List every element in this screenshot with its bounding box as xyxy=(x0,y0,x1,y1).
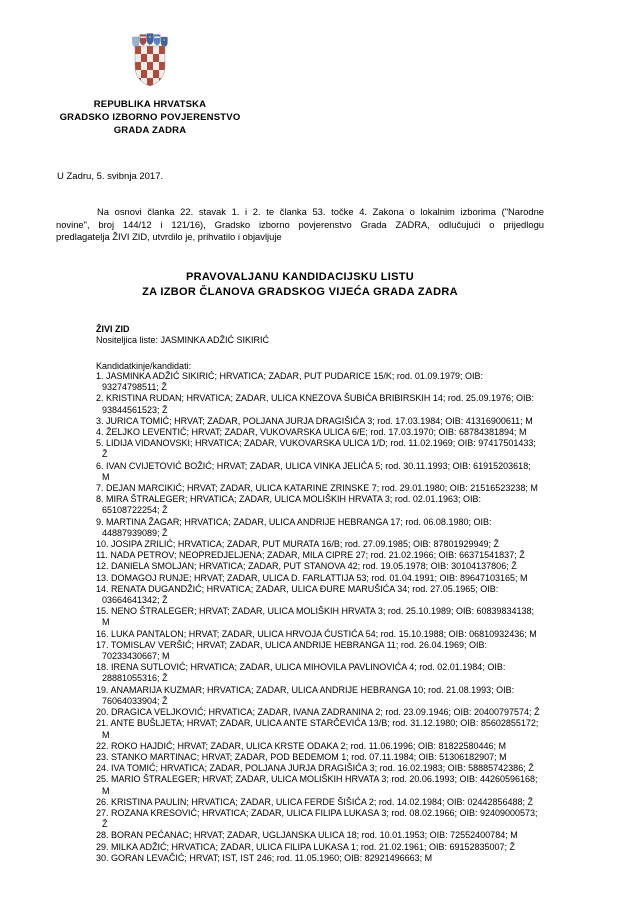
list-holder-line: Nositeljica liste: JASMINKA ADŽIĆ SIKIRIĆ xyxy=(96,335,270,345)
header-line-commission: GRADSKO IZBORNO POVJERENSTVO xyxy=(59,112,241,123)
candidate-line: 17. TOMISLAV VERŠIĆ; HRVAT; ZADAR, ULICA ANDRIJE HEBRANGA 11; rod. 26.04.1969; OIB: xyxy=(96,639,487,650)
candidate-row xyxy=(96,494,630,516)
candidate-line: 5. LIDIJA VIDANOVSKI; HRVATICA; ZADAR, VUKOVARSKA ULICA 1/D; rod. 11.02.1969; OIB: 97417501433; xyxy=(96,438,536,449)
candidate-line-continuation: 70233430667; M xyxy=(102,651,170,662)
candidate-line: 16. LUKA PANTALON; HRVAT; ZADAR, ULICA HRVOJA ĆUSTIĆA 54; rod. 15.10.1988; OIB: 06810932436; M xyxy=(96,628,537,639)
candidate-line: 13. DOMAGOJ RUNJE; HRVAT; ZADAR, ULICA D. FARLATTIJA 53; rod. 01.04.1991; OIB: 89647103165; M xyxy=(96,572,528,583)
candidate-line: 20. DRAGICA VELJKOVIĆ; HRVATICA; ZADAR, IVANA ZADRANINA 2; rod. 23.09.1946; OIB: 20400797574; Ž xyxy=(96,707,540,718)
candidate-row xyxy=(96,517,630,539)
candidate-line-continuation: 65108722254; Ž xyxy=(102,505,168,516)
candidate-line: 11. NADA PETROV; NEOPREDJELJENA; ZADAR, MILA CIPRE 27; rod. 21.02.1966; OIB: 66371541837; Ž xyxy=(96,550,525,561)
candidate-line: 24. IVA TOMIĆ; HRVATICA; ZADAR, POLJANA JURJA DRAGIŠIĆA 3; rod. 16.02.1983; OIB: 58885742386; Ž xyxy=(96,763,534,774)
header-line-republic: REPUBLIKA HRVATSKA xyxy=(93,99,207,110)
candidate-line-continuation: 28881055316; Ž xyxy=(102,673,168,684)
candidate-row xyxy=(96,416,630,427)
title-line-2: ZA IZBOR ČLANOVA GRADSKOG VIJEĆA GRADA ZADRA xyxy=(142,286,458,298)
candidate-line-continuation: M xyxy=(102,471,110,482)
candidate-line: 3. JURICA TOMIĆ; HRVAT; ZADAR, POLJANA JURJA DRAGIŠIĆA 3; rod. 17.03.1984; OIB: 41316900611; M xyxy=(96,415,533,426)
preamble-line: Na osnovi članka 22. stavak 1. i 2. te članka 53. točke 4. Zakona o lokalnim izborima ("Narodne xyxy=(97,206,544,217)
candidate-line: 22. ROKO HAJDIĆ; HRVAT; ZADAR, ULICA KRSTE ODAKA 2; rod. 11.06.1996; OIB: 81822580446; M xyxy=(96,740,507,751)
candidate-row xyxy=(96,662,630,684)
candidate-row xyxy=(96,606,630,628)
candidate-line: 7. DEJAN MARCIKIĆ; HRVAT; ZADAR, ULICA KATARINE ZRINSKE 7; rod. 29.01.1980; OIB: 21516523238; M xyxy=(96,483,538,494)
candidate-row xyxy=(96,797,630,808)
candidate-list xyxy=(96,371,630,864)
header-line-city: GRADA ZADRA xyxy=(113,125,187,136)
candidate-row xyxy=(96,461,630,483)
dateline: U Zadru, 5. svibnja 2017. xyxy=(57,171,164,182)
candidate-line: 27. ROZANA KRESOVIĆ; HRVATICA; ZADAR, ULICA FILIPA LUKASA 3; rod. 08.02.1966; OIB: 92409000573; xyxy=(96,807,538,818)
title-line-1: PRAVOVALJANU KANDIDACIJSKU LISTU xyxy=(186,271,414,283)
candidate-line: 18. IRENA SUTLOVIĆ; HRVATICA; ZADAR, ULICA MIHOVILA PAVLINOVIĆA 4; rod. 02.01.1984; OIB: xyxy=(96,662,506,673)
candidate-line: 10. JOSIPA ZRILIĆ; HRVATICA; ZADAR, PUT MURATA 16/B; rod. 27.09.1985; OIB: 87801929949; Ž xyxy=(96,539,500,550)
candidate-row xyxy=(96,483,630,494)
candidate-line: 15. NENO ŠTRALEGER; HRVAT; ZADAR, ULICA MOLIŠKIH HRVATA 3; rod. 25.10.1989; OIB: 60839834138; xyxy=(96,606,535,617)
candidate-line: 12. DANIELA SMOLJAN; HRVATICA; ZADAR, PUT STANOVA 42; rod. 19.05.1978; OIB: 30104137806; Ž xyxy=(96,561,517,572)
candidate-line: 23. STANKO MARTINAC; HRVAT; ZADAR, POD BEDEMOM 1; rod. 07.11.1984; OIB: 51306182907; M xyxy=(96,751,507,762)
candidate-row xyxy=(96,741,630,752)
candidates-label: Kandidatkinje/kandidati: xyxy=(96,361,192,371)
candidate-line: 9. MARTINA ŽAGAR; HRVATICA; ZADAR, ULICA ANDRIJE HEBRANGA 17; rod. 06.08.1980; OIB: xyxy=(96,516,492,527)
candidate-line: 4. ŽELJKO LEVENTIĆ; HRVAT; ZADAR, VUKOVARSKA ULICA 6/E; rod. 17.03.1970; OIB: 68784381894; M xyxy=(96,427,527,438)
document-title xyxy=(56,270,544,300)
candidate-line-continuation: M xyxy=(102,729,110,740)
preamble-line: novine", broj 144/12 i 121/16), Gradsko izborno povjerenstvo Grada ZADRA, odlučujući o prijedlogu xyxy=(56,218,544,230)
candidate-line: 6. IVAN CVIJETOVIĆ BOŽIĆ; HRVAT; ZADAR, ULICA VINKA JELIĆA 5; rod. 30.11.1993; OIB: 61915203618; xyxy=(96,460,531,471)
candidate-line: 29. MILKA ADŽIĆ; HRVATICA; ZADAR, ULICA FILIPA LUKASA 1; rod. 21.02.1961; OIB: 69152835007; Ž xyxy=(96,841,516,852)
candidate-line-continuation: 44887939089; Ž xyxy=(102,527,168,538)
candidate-line-continuation: 93844561523; Ž xyxy=(102,404,168,415)
candidate-row xyxy=(96,774,630,796)
candidate-row xyxy=(96,842,630,853)
candidate-line: 19. ANAMARIJA KUZMAR; HRVATICA; ZADAR, ULICA ANDRIJE HEBRANGA 10; rod. 21.08.1993; OIB: xyxy=(96,684,515,695)
candidate-line-continuation: 76064033904; Ž xyxy=(102,695,168,706)
candidate-row xyxy=(96,763,630,774)
candidate-row xyxy=(96,640,630,662)
candidate-row xyxy=(96,539,630,550)
candidate-row xyxy=(96,853,630,864)
candidate-row xyxy=(96,438,630,460)
candidate-line: 2. KRISTINA RUDAN; HRVATICA; ZADAR, ULICA KNEZOVA ŠUBIĆA BRIBIRSKIH 14; rod. 25.09.1976; OIB: xyxy=(96,393,534,404)
candidate-row xyxy=(96,584,630,606)
candidate-line: 1. JASMINKA ADŽIĆ SIKIRIĆ; HRVATICA; ZADAR, PUT PUDARICE 15/K; rod. 01.09.1979; OIB: xyxy=(96,371,483,381)
candidate-line: 26. KRISTINA PAULIN; HRVATICA; ZADAR, ULICA FERDE ŠIŠIĆA 2; rod. 14.02.1984; OIB: 02442856488; Ž xyxy=(96,796,534,807)
candidate-row xyxy=(96,573,630,584)
preamble-line: predlagatelja ŽIVI ZID, utvrdilo je, prihvatilo i objavljuje xyxy=(56,231,282,243)
preamble-paragraph xyxy=(56,206,544,244)
candidate-row xyxy=(96,561,630,572)
document-header xyxy=(45,32,255,137)
candidate-line: 30. GORAN LEVAČIĆ; HRVAT; IST, IST 246; rod. 11.05.1960; OIB: 82921496663; M xyxy=(96,852,433,863)
candidate-row xyxy=(96,550,630,561)
candidate-line: 21. ANTE BUŠLJETA; HRVAT; ZADAR, ULICA ANTE STARČEVIĆA 13/B; rod. 31.12.1980; OIB: 85602855172; xyxy=(96,718,539,729)
candidate-line-continuation: 03664641342; Ž xyxy=(102,595,168,606)
candidate-line: 8. MIRA ŠTRALEGER; HRVATICA; ZADAR, ULICA MOLIŠKIH HRVATA 3; rod. 02.01.1963; OIB: xyxy=(96,494,481,505)
candidate-row xyxy=(96,752,630,763)
candidate-row xyxy=(96,685,630,707)
candidate-line-continuation: M xyxy=(102,785,110,796)
candidate-line-continuation: M xyxy=(102,617,110,628)
candidate-line: 14. RENATA DUGANDŽIĆ; HRVATICA; ZADAR, ULICA ĐURE MARUŠIĆA 34; rod. 27.05.1965; OIB: xyxy=(96,583,499,594)
candidate-line: 25. MARIO ŠTRALEGER; HRVAT; ZADAR, ULICA MOLIŠKIH HRVATA 3; rod. 20.06.1993; OIB: 44260596168; xyxy=(96,774,538,785)
candidate-line: 28. BORAN PEĆANAC; HRVAT; ZADAR, UGLJANSKA ULICA 18; rod. 10.01.1953; OIB: 72552400784; M xyxy=(96,830,518,841)
candidate-row xyxy=(96,629,630,640)
candidate-line-continuation: 93274798511; Ž xyxy=(102,382,167,393)
candidate-line-continuation: Ž xyxy=(102,449,108,460)
candidate-row xyxy=(96,707,630,718)
candidate-row xyxy=(96,830,630,841)
croatia-coat-of-arms-icon xyxy=(131,32,169,89)
party-name: ŽIVI ZID xyxy=(96,324,130,334)
candidate-row xyxy=(96,427,630,438)
candidate-row xyxy=(96,371,630,393)
candidate-line-continuation: Ž xyxy=(102,819,108,830)
candidate-row xyxy=(96,718,630,740)
candidate-row xyxy=(96,808,630,830)
candidate-row xyxy=(96,393,630,415)
